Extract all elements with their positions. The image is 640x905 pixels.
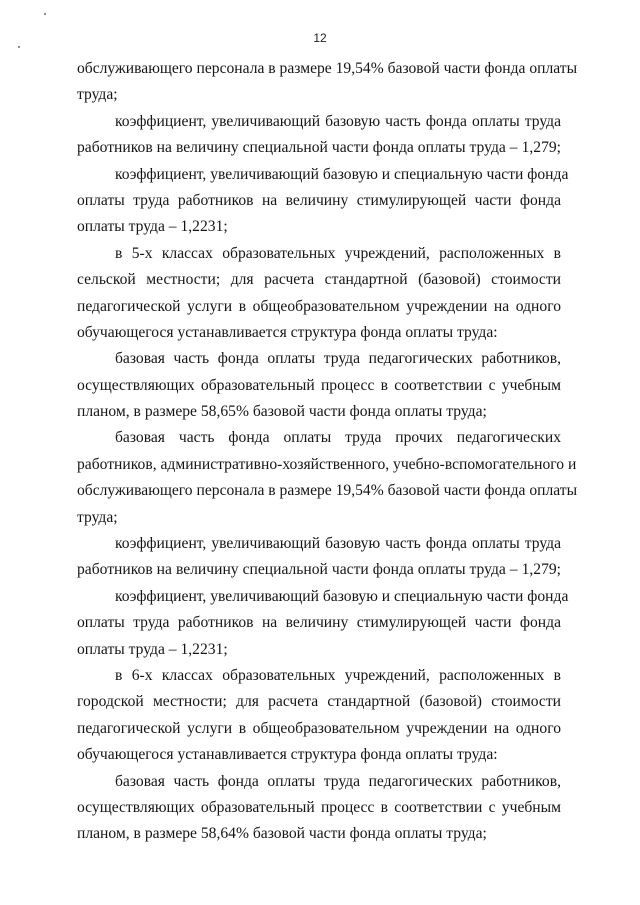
text-line: планом, в размере 58,64% базовой части фонда оплаты труда; xyxy=(77,825,487,843)
scan-speck xyxy=(44,13,46,15)
text-line: в 5-х классах образовательных учреждений, расположенных в xyxy=(115,244,561,262)
text-line: городской местности; для расчета стандартной (базовой) стоимости xyxy=(77,693,561,711)
text-line: коэффициент, увеличивающий базовую и специальную части фонда xyxy=(115,165,569,183)
text-line: обучающегося устанавливается структура фонда оплаты труда: xyxy=(77,323,498,341)
text-line: работников на величину специальной части фонда оплаты труда – 1,279; xyxy=(77,561,561,579)
text-line: базовая часть фонда оплаты труда педагогических работников, xyxy=(115,772,561,790)
page-number: 12 xyxy=(313,31,327,45)
text-line: в 6-х классах образовательных учреждений, расположенных в xyxy=(115,666,561,684)
text-line: оплаты труда работников на величину стимулирующей части фонда xyxy=(77,614,561,632)
text-line: работников на величину специальной части фонда оплаты труда – 1,279; xyxy=(77,139,561,157)
text-line: работников, административно-хозяйственного, учебно-вспомогательного и xyxy=(77,455,577,473)
text-line: базовая часть фонда оплаты труда педагогических работников, xyxy=(115,350,561,368)
text-line: базовая часть фонда оплаты труда прочих педагогических xyxy=(115,429,561,447)
text-line: планом, в размере 58,65% базовой части фонда оплаты труда; xyxy=(77,403,487,421)
text-line: оплаты труда – 1,2231; xyxy=(77,640,228,658)
document-body xyxy=(77,56,578,848)
text-line: труда; xyxy=(77,86,118,104)
text-line: оплаты труда работников на величину стимулирующей части фонда xyxy=(77,191,561,209)
text-line: осуществляющих образовательный процесс в соответствии с учебным xyxy=(77,798,561,816)
text-line: педагогической услуги в общеобразовательном учреждении на одного xyxy=(77,297,561,315)
text-line: осуществляющих образовательный процесс в соответствии с учебным xyxy=(77,376,561,394)
text-line: обучающегося устанавливается структура фонда оплаты труда: xyxy=(77,746,498,764)
text-line: обслуживающего персонала в размере 19,54% базовой части фонда оплаты xyxy=(77,60,578,77)
text-line: обслуживающего персонала в размере 19,54% базовой части фонда оплаты xyxy=(77,482,578,500)
text-line: коэффициент, увеличивающий базовую часть фонда оплаты труда xyxy=(115,112,561,130)
text-line: педагогической услуги в общеобразовательном учреждении на одного xyxy=(77,719,561,737)
text-line: сельской местности; для расчета стандартной (базовой) стоимости xyxy=(77,271,561,289)
text-line: коэффициент, увеличивающий базовую часть фонда оплаты труда xyxy=(115,535,561,553)
text-line: коэффициент, увеличивающий базовую и специальную части фонда xyxy=(115,587,569,605)
text-line: труда; xyxy=(77,508,118,526)
text-line: оплаты труда – 1,2231; xyxy=(77,218,228,236)
scan-speck xyxy=(18,46,20,48)
